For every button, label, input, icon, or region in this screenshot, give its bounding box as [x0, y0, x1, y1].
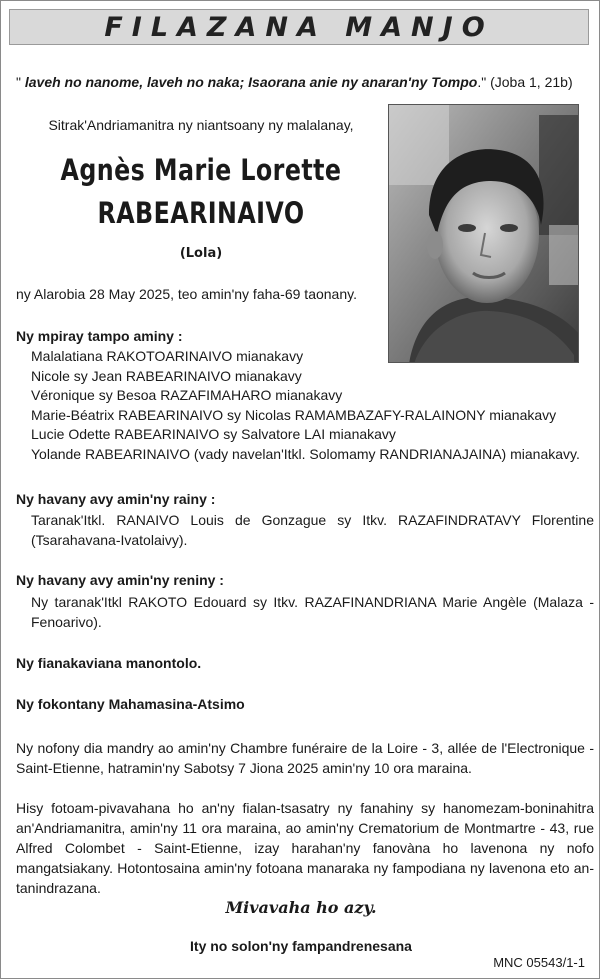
- reference-code: MNC 05543/1-1: [493, 955, 585, 970]
- siblings-list: [31, 347, 580, 465]
- quote-text: laveh no nanome, laveh no naka; Isaorana anie ny anaran'ny Tompo: [24, 74, 478, 90]
- sibling-item: Marie-Béatrix RABEARINAIVO sy Nicolas RAMAMBAZAFY-RALAINONY mianakavy: [31, 406, 557, 423]
- deceased-name-last: RABEARINAIVO: [97, 196, 305, 230]
- signature-line: Ity no solon'ny fampandrenesana: [190, 938, 412, 954]
- portrait-photo: [388, 104, 579, 363]
- closing-prayer: Mivavaha ho azy.: [225, 898, 377, 917]
- intro-line: Sitrak'Andriamanitra ny niantsoany ny malalanay,: [48, 117, 354, 133]
- wake-details: Ny nofony dia mandry ao amin'ny Chambre funéraire de la Loire - 3, allée de l'Electronique - Saint-Etienne, hatramin'ny Sabotsy 7 Jiona 2025 amin'ny 10 ora maraina.: [16, 740, 594, 776]
- sibling-item: Yolande RABEARINAIVO (vady navelan'Itkl. Solomamy RANDRIANAJAINA) mianakavy.: [31, 445, 580, 462]
- quote-open: ": [16, 74, 25, 90]
- mother-family-text: Ny taranak'Itkl RAKOTO Edouard sy Itkv. RAZAFINANDRIANA Marie Angèle (Malaza - Fenoarivo).: [31, 594, 594, 630]
- siblings-heading: Ny mpiray tampo aminy :: [16, 328, 183, 344]
- portrait-image: [389, 105, 579, 363]
- sibling-item: Véronique sy Besoa RAZAFIMAHARO mianakavy: [31, 387, 343, 404]
- father-family-text: Taranak'Itkl. RANAIVO Louis de Gonzague sy Itkv. RAZAFINDRATAVY Florentine (Tsarahavana-Ivatolaivy).: [31, 512, 594, 548]
- quote-reference: (Joba 1, 21b): [490, 74, 573, 90]
- extended-family: Ny fianakaviana manontolo.: [16, 655, 202, 671]
- deceased-nickname: (Lola): [179, 246, 223, 261]
- header-banner: [9, 9, 589, 45]
- bible-quote: [16, 74, 586, 90]
- father-family-heading: Ny havany avy amin'ny rainy :: [16, 491, 216, 507]
- ceremony-details: Hisy fotoam-pivavahana ho an'ny fialan-tsasatry ny fanahiny sy hanomezam-boninahitra an'Andriamanitra, amin'ny 11 ora maraina, ao amin'ny Crematorium de Montmartre - 43, rue Alfred Colombet - Saint-Etienne, izay harahan'ny fanovàna ho lavenona ny nofo mangatsiakany. Hotontosaina amin'ny fotoana manaraka ny fampodiana ny lavenona eto an-tanindrazana.: [16, 800, 594, 896]
- sibling-item: Lucie Odette RABEARINAIVO sy Salvatore LAI mianakavy: [31, 426, 396, 443]
- quote-close: .": [477, 74, 491, 90]
- sibling-item: Nicole sy Jean RABEARINAIVO mianakavy: [31, 367, 302, 384]
- sibling-item: Malalatiana RAKOTOARINAIVO mianakavy: [31, 348, 304, 364]
- fokontany: Ny fokontany Mahamasina-Atsimo: [16, 696, 245, 712]
- mother-family-heading: Ny havany avy amin'ny reniny :: [16, 572, 224, 588]
- banner-title: FILAZANA MANJO: [104, 11, 494, 43]
- death-notice: ny Alarobia 28 May 2025, teo amin'ny faha-69 taonany.: [16, 286, 357, 302]
- deceased-name-first: Agnès Marie Lorette: [60, 153, 342, 187]
